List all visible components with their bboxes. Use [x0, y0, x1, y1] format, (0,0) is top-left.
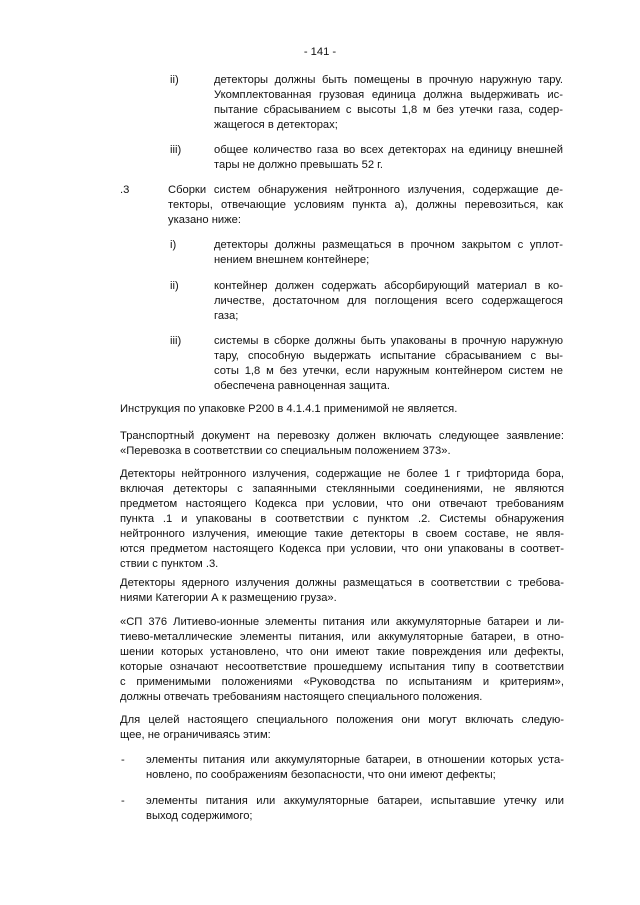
text-line: соты 1,8 м без утечки, если наружным контейнером систем не	[214, 365, 563, 377]
text-line: тары не должно превышать 52 г.	[214, 159, 383, 171]
item-text	[214, 238, 563, 268]
text-line: новлено, по соображениям безопасности, что они имеют дефекты;	[146, 769, 496, 781]
text-line: Детекторы ядерного излучения должны размещаться в соответствии с требова-	[120, 577, 564, 589]
text-line: с применимыми положениями «Руководства по испытаниям и критериям»,	[120, 676, 564, 688]
item-label: iii)	[170, 144, 182, 156]
text-line: указано ниже:	[168, 214, 241, 226]
text-line: обеспечена равноценная защита.	[214, 380, 390, 392]
text-line: нейтронного излучения, имеющие такие детекторы в своем составе, не явля-	[120, 528, 564, 540]
text-line: жащегося в детекторах;	[214, 119, 338, 131]
item-text	[214, 279, 563, 324]
text-line: пытание сбрасыванием с высоты 1,8 м без утечки газа, содер-	[214, 104, 563, 116]
item-label: ii)	[170, 280, 179, 292]
text-line: контейнер должен содержать абсорбирующий материал в ко-	[214, 280, 563, 292]
text-line: включая детекторы с запаянными стеклянными соединениями, не являются	[120, 483, 564, 495]
bullet-marker: -	[121, 795, 125, 807]
paragraph-transport-document	[120, 429, 564, 459]
text-line: предметом настоящего Кодекса при условии, что они отвечают требованиям	[120, 498, 564, 510]
text-line: Детекторы нейтронного излучения, содержащие не более 1 г трифторида бора,	[120, 468, 564, 480]
text-line: Укомплектованная грузовая единица должна выдерживать ис-	[214, 89, 563, 101]
text-line: Транспортный документ на перевозку должен включать следующее заявление:	[120, 430, 564, 442]
text-line: «Перевозка в соответствии со специальным положением 373».	[120, 445, 451, 457]
bullet-marker: -	[121, 754, 125, 766]
text-line: личестве, достаточном для поглощения всего содержащегося	[214, 295, 563, 307]
paragraph-p200	[120, 402, 564, 417]
text-line: общее количество газа во всех детекторах на единицу внешней	[214, 144, 563, 156]
paragraph-neutron-detectors	[120, 467, 564, 572]
paragraph-nuclear-detectors	[120, 576, 564, 606]
item-text	[214, 143, 563, 173]
text-line: тиево-металлические элементы питания, или аккумуляторные батареи, в отно-	[120, 631, 564, 643]
text-line: «СП 376 Литиево-ионные элементы питания или аккумуляторные батареи и ли-	[120, 616, 564, 628]
text-line: нением внешнем контейнере;	[214, 254, 370, 266]
text-line: пункта .1 и упакованы в соответствии с пунктом .2. Системы обнаружения	[120, 513, 564, 525]
text-line: системы в сборке должны быть упакованы в прочную наружную	[214, 335, 563, 347]
item-label: iii)	[170, 335, 182, 347]
item-label: i)	[170, 239, 177, 251]
text-line: детекторы должны размещаться в прочном закрытом с уплот-	[214, 239, 563, 251]
text-line: выход содержимого;	[146, 810, 253, 822]
paragraph-sp-376	[120, 615, 564, 705]
page-number: - 141 -	[303, 46, 337, 58]
text-line: Для целей настоящего специального положения они могут включать следую-	[120, 714, 564, 726]
text-line: детекторы должны быть помещены в прочную наружную тару.	[214, 74, 563, 86]
text-line: элементы питания или аккумуляторные батареи, в отношении которых уста-	[146, 754, 564, 766]
text-line: щее, не ограничиваясь этим:	[120, 729, 271, 741]
point-label: .3	[120, 184, 130, 196]
bullet-text	[146, 794, 564, 824]
text-line: газа;	[214, 310, 239, 322]
paragraph-purposes	[120, 713, 564, 743]
text-line: шении которых установлено, что они имеют такие повреждения или дефекты,	[120, 646, 564, 658]
text-line: текторы, отвечающие условиям пункта а), должны перевозиться, как	[168, 199, 563, 211]
item-label: ii)	[170, 74, 179, 86]
text-line: должны отвечать требованиям настоящего специального положения.	[120, 691, 483, 703]
text-line: ствии с пунктом .3.	[120, 558, 219, 570]
text-line: элементы питания или аккумуляторные батареи, испытавшие утечку или	[146, 795, 564, 807]
text-line: тару, способную выдержать испытание сбрасыванием с вы-	[214, 350, 563, 362]
text-line: ниями Категории А к размещению груза».	[120, 592, 337, 604]
point-text	[168, 183, 563, 228]
text-line: Сборки систем обнаружения нейтронного излучения, содержащие де-	[168, 184, 563, 196]
text-line: Инструкция по упаковке Р200 в 4.1.4.1 применимой не является.	[120, 403, 458, 415]
item-text	[214, 73, 563, 133]
text-line: ются предметом настоящего Кодекса при условии, что они упакованы в соответ-	[120, 543, 564, 555]
text-line: которые означают несоответствие прошедшему испытания типу в соответствии	[120, 661, 564, 673]
item-text	[214, 334, 563, 394]
bullet-text	[146, 753, 564, 783]
